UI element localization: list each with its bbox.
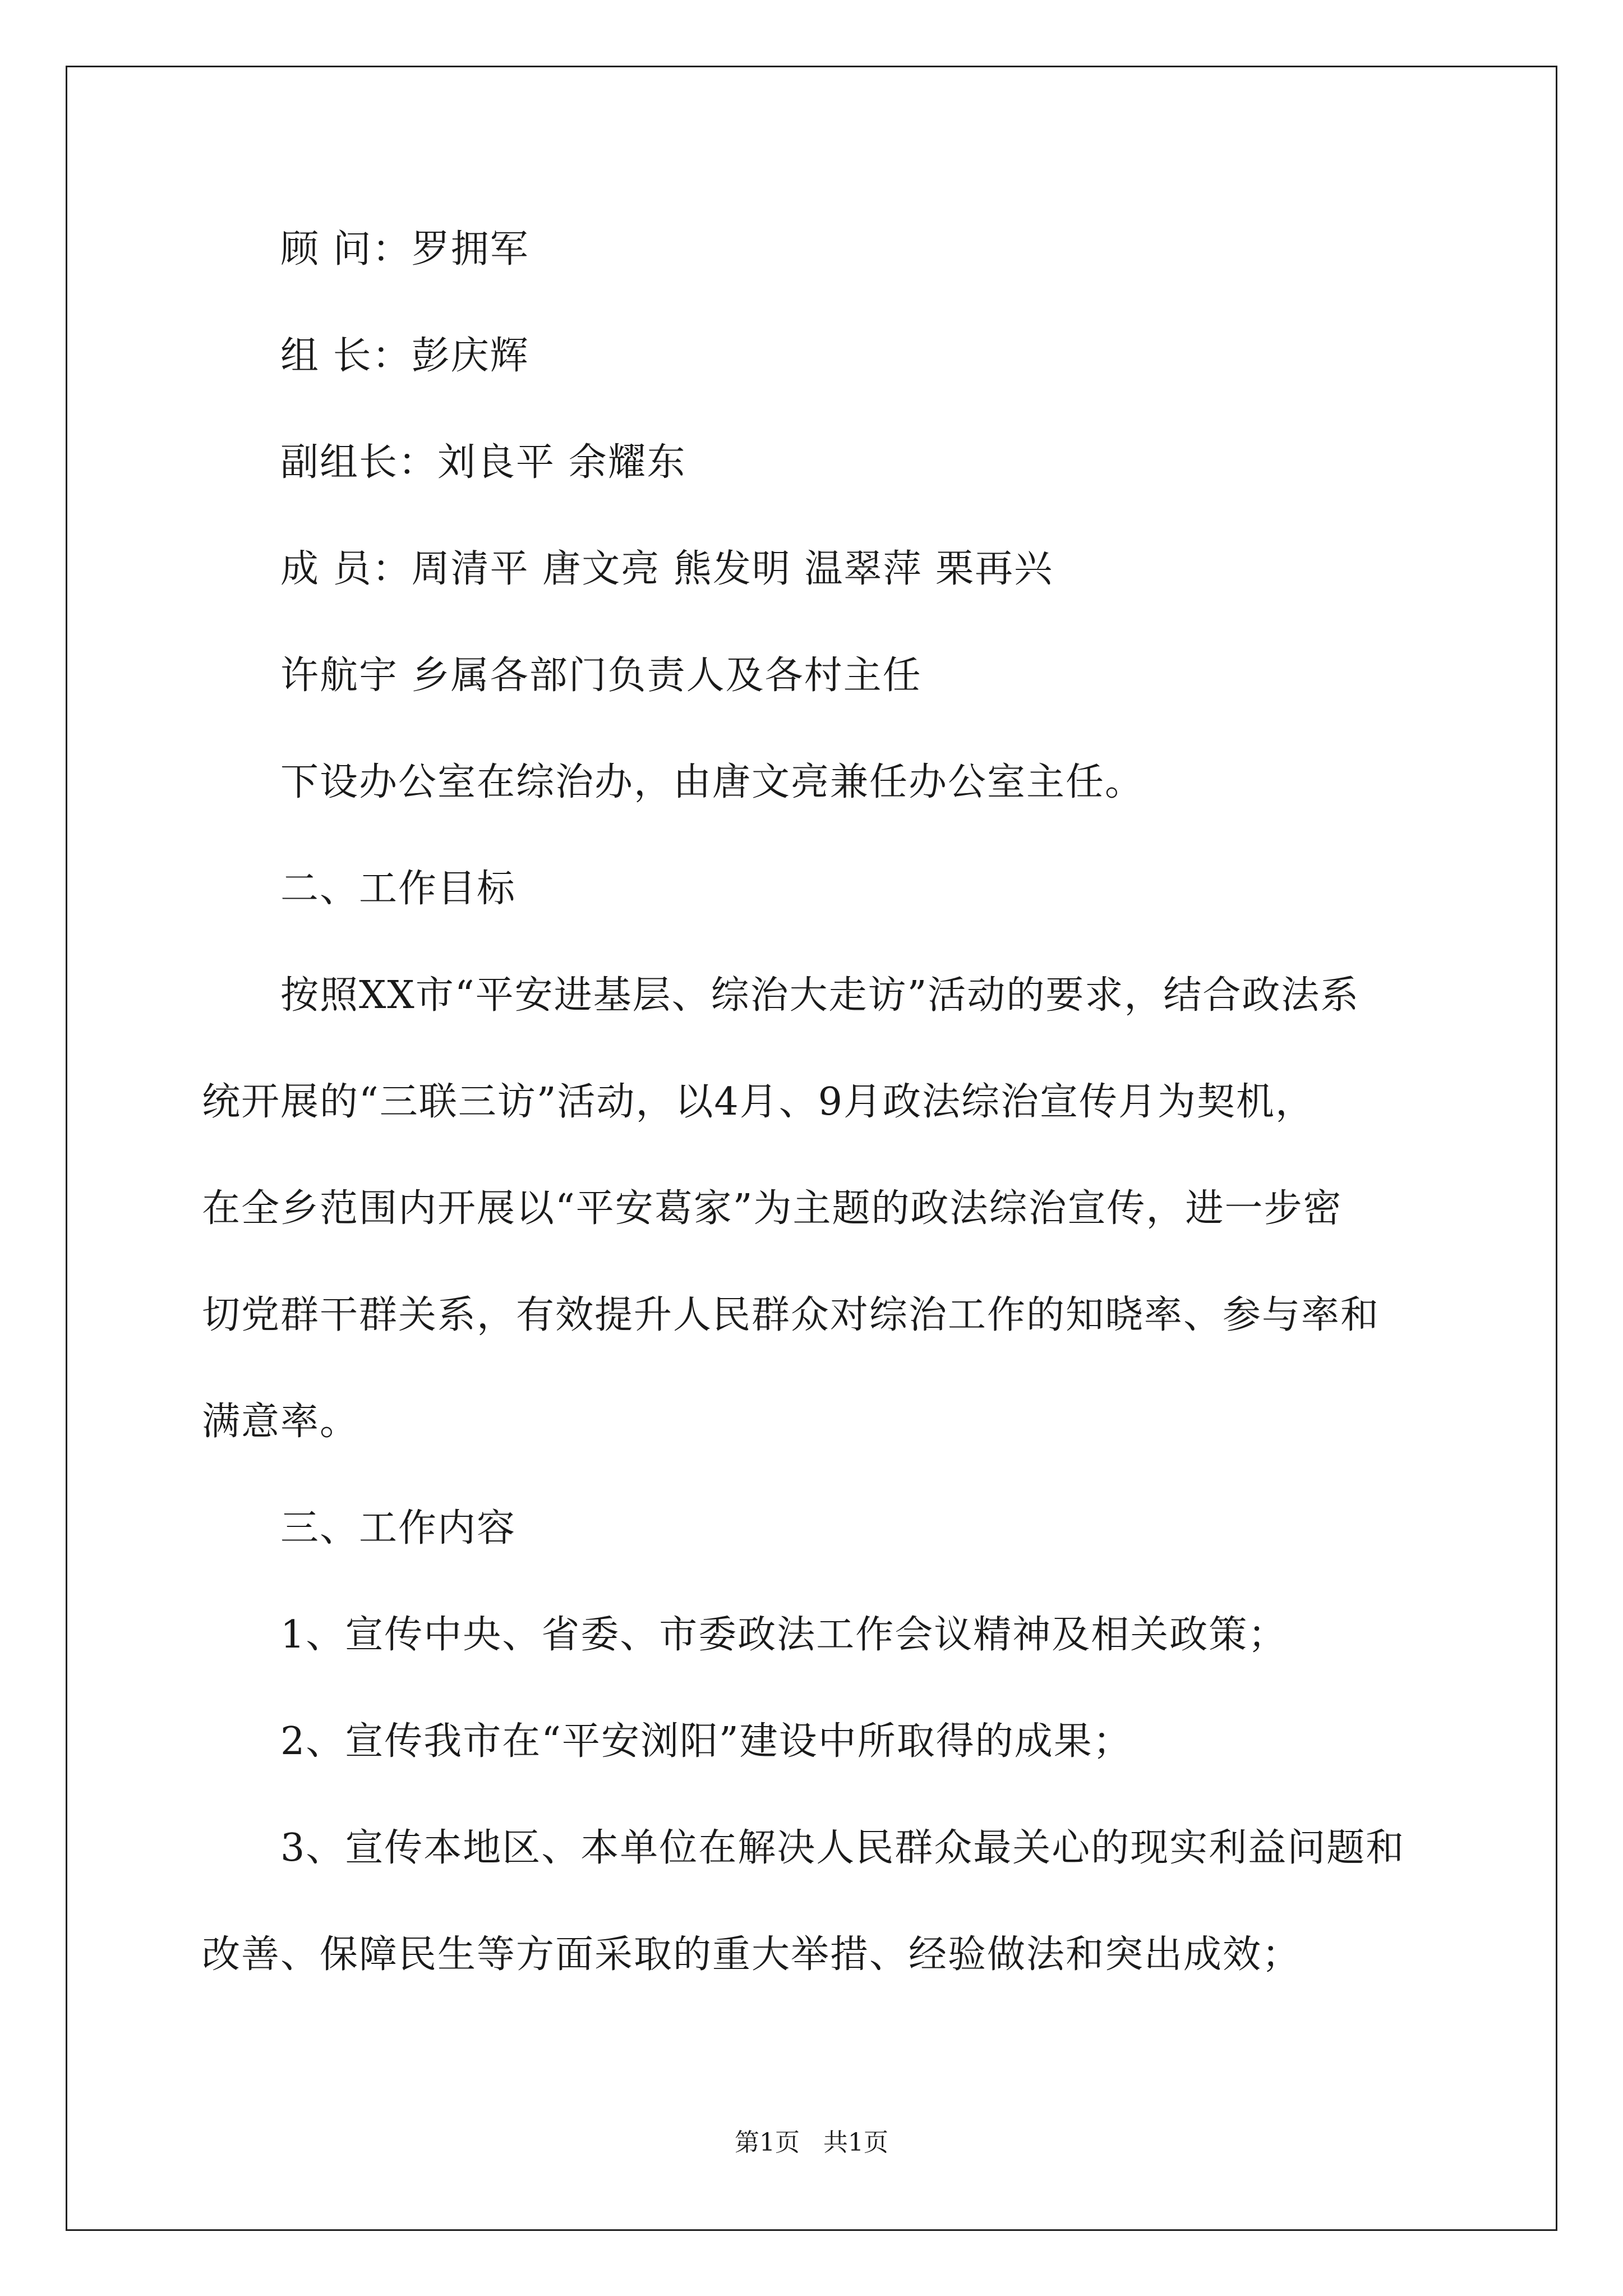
goals-paragraph-line: 按照XX市“平安进基层、综治大走访”活动的要求，结合政法系 xyxy=(280,973,1360,1018)
office-line: 下设办公室在综治办，由唐文亮兼任办公室主任。 xyxy=(280,760,1145,804)
goals-paragraph-line: 切党群干群关系，有效提升人民群众对综治工作的知晓率、参与率和 xyxy=(202,1293,1380,1337)
page-number-footer: 第1页 共1页 xyxy=(735,2128,888,2157)
goals-paragraph-line: 满意率。 xyxy=(202,1400,359,1444)
advisor-line: 顾 问：罗拥军 xyxy=(280,227,529,272)
content-item-2: 2、宣传我市在“平安浏阳”建设中所取得的成果； xyxy=(280,1719,1132,1764)
goals-paragraph-line: 在全乡范围内开展以“平安葛家”为主题的政法综治宣传，进一步密 xyxy=(202,1186,1343,1231)
section-heading-goals: 二、工作目标 xyxy=(280,867,517,911)
page-frame xyxy=(66,66,1557,2231)
content-item-1: 1、宣传中央、省委、市委政法工作会议精神及相关政策； xyxy=(280,1613,1288,1657)
section-heading-content: 三、工作内容 xyxy=(280,1506,517,1550)
goals-paragraph-line: 统开展的“三联三访”活动，以4月、9月政法综治宣传月为契机， xyxy=(202,1080,1315,1124)
content-item-3-continued: 改善、保障民生等方面采取的重大举措、经验做法和突出成效； xyxy=(202,1932,1302,1977)
members-continued-line: 许航宇 乡属各部门负责人及各村主任 xyxy=(280,654,922,698)
deputy-leader-line: 副组长：刘良平 余耀东 xyxy=(280,440,686,485)
leader-line: 组 长：彭庆辉 xyxy=(280,334,529,378)
content-item-3: 3、宣传本地区、本单位在解决人民群众最关心的现实利益问题和 xyxy=(280,1826,1405,1870)
members-line: 成 员：周清平 唐文亮 熊发明 温翠萍 栗再兴 xyxy=(280,547,1054,591)
